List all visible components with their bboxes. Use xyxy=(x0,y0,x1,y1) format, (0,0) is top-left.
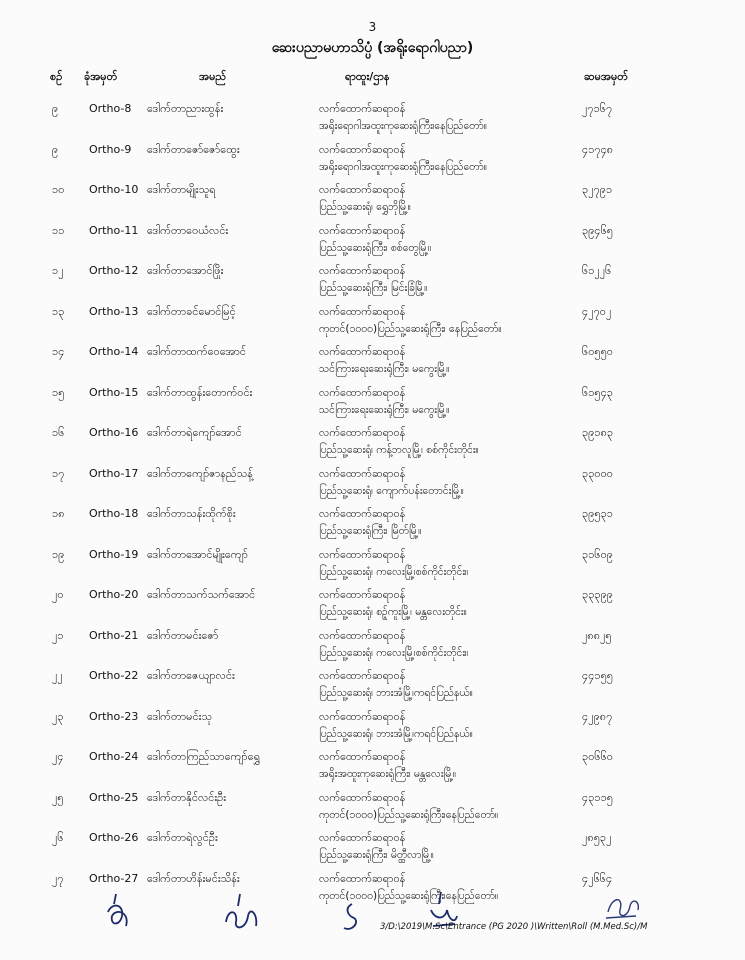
table-row xyxy=(0,578,745,619)
page-title: ဆေးပညာမဟာသိပ္ပံ (အရိုးရောဂါပညာ) xyxy=(271,40,474,56)
exam-number: ၄၄၁၅၅ xyxy=(582,669,613,682)
person-name: ဒေါက်တာကျော်ဇာနည်သန့် xyxy=(147,466,253,480)
person-name: ဒေါက်တာမင်းဇော် xyxy=(147,628,219,642)
person-name: ဒေါက်တာနိုင်လင်းဦး xyxy=(147,790,227,804)
position: လက်ထောက်ဆရာဝန် xyxy=(319,102,406,115)
person-name: ဒေါက်တာသက်သက်အောင် xyxy=(147,588,256,601)
workplace: ကုတင်(၁၀၀၀)ပြည်သူ့ဆေးရုံကြီး၊နေပြည်တော်။ xyxy=(319,808,499,821)
table-row xyxy=(0,457,745,498)
position: လက်ထောက်ဆရာဝန် xyxy=(319,588,406,601)
workplace: ပြည်သူ့ဆေးရုံ၊ ကန့်ဘလူမြို့၊ စစ်ကိုင်းတိုင်း။ xyxy=(319,444,479,456)
workplace: ပြည်သူ့ဆေးရုံ၊ စဉ့်ကူးမြို့၊ မန္တလေးတိုင်း။ xyxy=(319,606,467,618)
table-row xyxy=(0,740,745,781)
signature-3 xyxy=(338,900,366,934)
workplace: သင်ကြားရေးဆေးရုံကြီး၊ မကွေးမြို့။ xyxy=(319,403,450,416)
row-number: ၁၇ xyxy=(52,466,65,480)
person-name: ဒေါက်တာရဲကျော်အောင် xyxy=(147,426,242,439)
header-name: အမည် xyxy=(199,70,227,83)
position: လက်ထောက်ဆရာဝန် xyxy=(319,547,406,561)
table-row xyxy=(0,335,745,376)
row-number: ၂၁ xyxy=(52,628,64,642)
exam-number: ၄၂၉၈၇ xyxy=(582,709,613,723)
exam-number: ၂၇၁၆၇ xyxy=(582,102,613,115)
workplace: ပြည်သူ့ဆေးရုံကြီး၊ စစ်တွေမြို့။ xyxy=(319,241,432,254)
row-number: ၂၂ xyxy=(52,669,63,682)
page-number: 3 xyxy=(368,20,377,34)
roll-number: Ortho-17 xyxy=(89,466,139,480)
table-row xyxy=(0,416,745,457)
row-number: ၂၅ xyxy=(52,790,64,804)
row-number: ၁၀ xyxy=(52,183,65,196)
header-roll: ခုံအမှတ် xyxy=(84,70,118,83)
footer-file-path: 3/D:\2019\M.Sc\Entrance (PG 2020 )\Written\Roll (M.Med.Sc)/M xyxy=(380,922,648,932)
person-name: ဒေါက်တာဇော်ဇော်ထွေး xyxy=(147,142,240,156)
position: လက်ထောက်ဆရာဝန် xyxy=(319,264,406,277)
roll-number: Ortho-15 xyxy=(89,385,139,399)
header-no: စဉ် xyxy=(50,70,63,83)
exam-number: ၃၃၃၉၉ xyxy=(582,588,613,601)
exam-number: ၄၁၇၄၈ xyxy=(582,142,614,156)
exam-number: ၂၈၈၂၅ xyxy=(582,628,612,642)
roll-number: Ortho-23 xyxy=(89,709,139,723)
position: လက်ထောက်ဆရာဝန် xyxy=(319,507,406,520)
table-row xyxy=(0,659,745,700)
person-name: ဒေါက်တာအောင်ဖြိုး xyxy=(147,264,224,277)
table-row xyxy=(0,92,745,133)
roll-number: Ortho-14 xyxy=(89,345,139,358)
exam-number: ၃၀၆၆၀ xyxy=(582,750,613,763)
position: လက်ထောက်ဆရာဝန် xyxy=(319,466,406,480)
exam-number: ၃၉၁၈၃ xyxy=(582,426,614,439)
row-number: ၂၆ xyxy=(52,831,64,844)
exam-number: ၃၉၄၆၅ xyxy=(582,223,613,237)
person-name: ဒေါက်တာခင်မောင်မြင့် xyxy=(147,304,236,318)
person-name: ဒေါက်တာဝေယံလင်း xyxy=(147,223,229,237)
roll-number: Ortho-9 xyxy=(89,142,132,156)
row-number: ၁၈ xyxy=(52,507,65,520)
position: လက်ထောက်ဆရာဝန် xyxy=(319,871,406,885)
exam-number: ၃၂၇၉၁ xyxy=(582,183,613,196)
roll-number: Ortho-21 xyxy=(89,628,139,642)
roll-number: Ortho-10 xyxy=(89,183,139,196)
table-row xyxy=(0,781,745,822)
person-name: ဒေါက်တာဟိန်းမင်းသိန်း xyxy=(147,871,240,885)
position: လက်ထောက်ဆရာဝန် xyxy=(319,709,406,723)
workplace: ကုတင်(၁၀၀၀)ပြည်သူ့ဆေးရုံကြီး၊ နေပြည်တော်။ xyxy=(319,322,502,335)
roll-number: Ortho-25 xyxy=(89,790,139,804)
position: လက်ထောက်ဆရာဝန် xyxy=(319,345,406,358)
position: လက်ထောက်ဆရာဝန် xyxy=(319,426,406,439)
workplace: ပြည်သူ့ဆေးရုံ၊ ရွှေဘိုမြို့။ xyxy=(319,201,411,213)
position: လက်ထောက်ဆရာဝန် xyxy=(319,790,406,804)
person-name: ဒေါက်တာမင်းသု xyxy=(147,709,212,723)
roll-number: Ortho-22 xyxy=(89,669,139,682)
position: လက်ထောက်ဆရာဝန် xyxy=(319,183,406,196)
table-row xyxy=(0,700,745,741)
table-body xyxy=(0,92,745,902)
workplace: ပြည်သူ့ဆေးရုံ၊ ကလေးမြို့၊စစ်ကိုင်းတိုင်း။ xyxy=(319,565,469,578)
workplace: သင်ကြားရေးဆေးရုံကြီး၊ မကွေးမြို့။ xyxy=(319,363,450,375)
person-name: ဒေါက်တာထက်ဝေအောင် xyxy=(147,345,246,358)
exam-number: ၃၉၅၃၁ xyxy=(582,507,613,520)
roll-number: Ortho-13 xyxy=(89,304,139,318)
exam-number: ၂၈၅၃၂ xyxy=(582,831,612,844)
workplace: ကုတင်(၁၀၀၀)ပြည်သူ့ဆေးရုံကြီး၊နေပြည်တော်။ xyxy=(319,889,499,902)
workplace: ပြည်သူ့ဆေးရုံ၊ ကျောက်ပန်းတောင်းမြို့။ xyxy=(319,484,464,497)
roll-number: Ortho-8 xyxy=(89,102,132,115)
workplace: ပြည်သူ့ဆေးရုံကြီး၊ မိတ္ထီလာမြို့။ xyxy=(319,849,434,861)
roll-number: Ortho-12 xyxy=(89,264,139,277)
workplace: အရိုးရောဂါအထူးကုဆေးရုံကြီး၊နေပြည်တော်။ xyxy=(319,160,487,173)
roll-number: Ortho-11 xyxy=(89,223,139,237)
person-name: ဒေါက်တာညားထွန်း xyxy=(147,102,224,115)
signature-2 xyxy=(222,892,262,934)
header-exam-no: ဆမအမှတ် xyxy=(584,70,629,83)
workplace: အရိုးအထူးကုဆေးရုံကြီး၊ မန္တလေးမြို့။ xyxy=(319,768,457,780)
table-row xyxy=(0,133,745,174)
row-number: ၁၉ xyxy=(52,547,65,561)
person-name: ဒေါက်တာသန်းထိုက်စိုး xyxy=(147,507,236,520)
header-position: ရာထူး/ဌာန xyxy=(345,70,390,83)
table-header xyxy=(0,70,745,88)
row-number: ၂၀ xyxy=(52,588,64,601)
exam-number: ၆၁၂၂၆ xyxy=(582,264,612,277)
position: လက်ထောက်ဆရာဝန် xyxy=(319,628,406,642)
position: လက်ထောက်ဆရာဝန် xyxy=(319,142,406,156)
exam-number: ၃၃၀၀၀ xyxy=(582,466,613,480)
table-row xyxy=(0,376,745,417)
position: လက်ထောက်ဆရာဝန် xyxy=(319,385,406,399)
workplace: ပြည်သူ့ဆေးရုံ၊ ကလေးမြို့၊စစ်ကိုင်းတိုင်း။ xyxy=(319,646,469,659)
table-row xyxy=(0,497,745,538)
person-name: ဒေါက်တာမျိုးသူရ xyxy=(147,183,216,196)
table-row xyxy=(0,295,745,336)
row-number: ၁၄ xyxy=(52,345,65,358)
workplace: ပြည်သူ့ဆေးရုံ၊ ဘားအံမြို့၊ကရင်ပြည်နယ်။ xyxy=(319,687,473,699)
position: လက်ထောက်ဆရာဝန် xyxy=(319,223,406,237)
row-number: ၂၃ xyxy=(52,709,64,723)
row-number: ၁၂ xyxy=(52,264,64,277)
workplace: အရိုးရောဂါအထူးကုဆေးရုံကြီး၊နေပြည်တော်။ xyxy=(319,120,487,132)
exam-number: ၃၁၆၀၉ xyxy=(582,547,613,561)
row-number: ၁၅ xyxy=(52,385,65,399)
row-number: ၂၄ xyxy=(52,750,64,763)
roll-number: Ortho-20 xyxy=(89,588,139,601)
position: လက်ထောက်ဆရာဝန် xyxy=(319,831,406,844)
table-row xyxy=(0,619,745,660)
roll-number: Ortho-16 xyxy=(89,426,139,439)
table-row xyxy=(0,821,745,862)
roll-number: Ortho-19 xyxy=(89,547,139,561)
position: လက်ထောက်ဆရာဝန် xyxy=(319,750,406,763)
exam-number: ၄၃၁၁၅ xyxy=(582,790,613,804)
row-number: ၂၇ xyxy=(52,871,64,885)
row-number: ၁၃ xyxy=(52,304,65,318)
roll-number: Ortho-26 xyxy=(89,831,139,844)
position: လက်ထောက်ဆရာဝန် xyxy=(319,304,406,318)
person-name: ဒေါက်တာရဲလွင်ဦး xyxy=(147,831,218,844)
signature-1 xyxy=(100,892,140,934)
row-number: ၁၁ xyxy=(52,223,65,237)
row-number: ၁၆ xyxy=(52,426,65,439)
roll-number: Ortho-27 xyxy=(89,871,139,885)
workplace: ပြည်သူ့ဆေးရုံကြီး၊ မြင်းခြံမြို့။ xyxy=(319,282,428,294)
workplace: ပြည်သူ့ဆေးရုံ၊ ဘားအံမြို့၊ကရင်ပြည်နယ်။ xyxy=(319,727,473,740)
person-name: ဒေါက်တာဇေယျာလင်း xyxy=(147,669,235,682)
exam-number: ၄၂၆၆၄ xyxy=(582,871,613,885)
person-name: ဒေါက်တာအောင်မျိုးကျော် xyxy=(147,547,248,561)
workplace: ပြည်သူ့ဆေးရုံကြီး၊ မြိတ်မြို့။ xyxy=(319,525,422,537)
exam-number: ၆၀၅၅၀ xyxy=(582,345,613,358)
exam-number: ၄၂၇၀၂ xyxy=(582,304,612,318)
position: လက်ထောက်ဆရာဝန် xyxy=(319,669,406,682)
exam-number: ၆၁၅၄၃ xyxy=(582,385,613,399)
table-row xyxy=(0,538,745,579)
roll-number: Ortho-18 xyxy=(89,507,139,520)
row-number: ၉ xyxy=(52,102,59,115)
person-name: ဒေါက်တာထွန်းတောက်ဝင်း xyxy=(147,385,253,399)
person-name: ဒေါက်တာကြည်သာကျော်ရွှေ xyxy=(147,750,261,763)
roll-number: Ortho-24 xyxy=(89,750,139,763)
row-number: ၉ xyxy=(52,142,59,156)
table-row xyxy=(0,214,745,255)
table-row xyxy=(0,254,745,295)
signature-5 xyxy=(600,888,644,924)
table-row xyxy=(0,173,745,214)
